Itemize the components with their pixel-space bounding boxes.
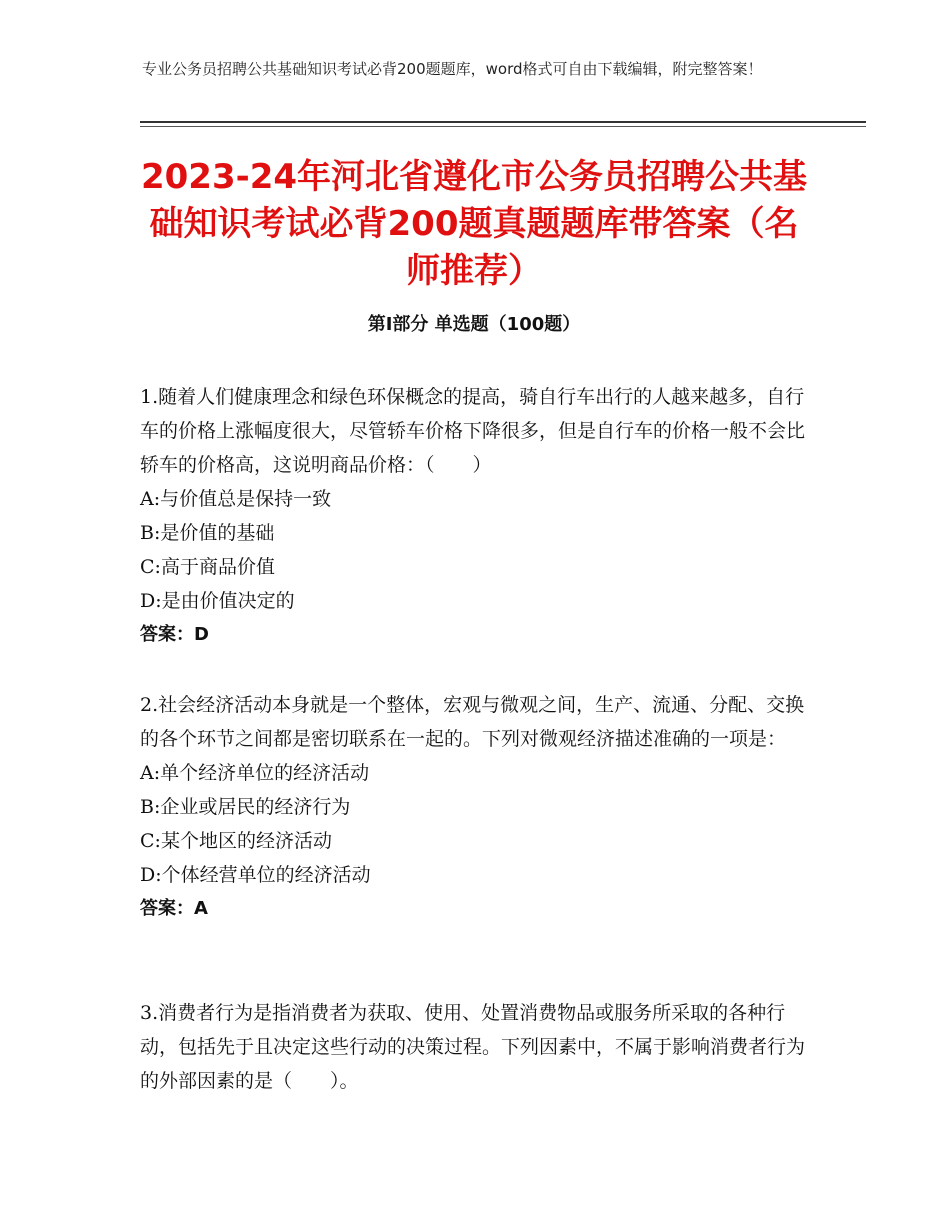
section-heading: 第Ⅰ部分 单选题（100题） [367, 314, 581, 335]
header-rule-thin [140, 126, 866, 127]
option-b: B:是价值的基础 [140, 522, 275, 544]
question-1 [140, 380, 808, 652]
answer: 答案：D [140, 624, 209, 645]
option-c: C:高于商品价值 [140, 556, 275, 578]
option-a: A:与价值总是保持一致 [140, 488, 332, 510]
header-rule-thick [140, 121, 866, 123]
question-3 [140, 996, 808, 1098]
option-c: C:某个地区的经济活动 [140, 830, 332, 852]
option-a: A:单个经济单位的经济活动 [140, 762, 370, 784]
option-d: D:是由价值决定的 [140, 590, 295, 612]
option-b: B:企业或居民的经济行为 [140, 796, 351, 818]
answer: 答案：A [140, 898, 208, 919]
option-d: D:个体经营单位的经济活动 [140, 864, 371, 886]
question-stem: 3.消费者行为是指消费者为获取、使用、处置消费物品或服务所采取的各种行动，包括先于且决定这些行动的决策过程。下列因素中，不属于影响消费者行为的外部因素的是（ ）。 [140, 1002, 806, 1092]
question-stem: 1.随着人们健康理念和绿色环保概念的提高，骑自行车出行的人越来越多，自行车的价格上涨幅度很大，尽管轿车价格下降很多，但是自行车的价格一般不会比轿车的价格高，这说明商品价格：（ ） [140, 386, 806, 476]
document-title: 2023-24年河北省遵化市公务员招聘公共基础知识考试必背200题真题题库带答案（名师推荐） [140, 157, 808, 291]
question-stem: 2.社会经济活动本身就是一个整体，宏观与微观之间，生产、流通、分配、交换的各个环节之间都是密切联系在一起的。下列对微观经济描述准确的一项是： [140, 694, 805, 750]
header-note: 专业公务员招聘公共基础知识考试必背200题题库，word格式可自由下载编辑，附完整答案！ [142, 60, 763, 78]
question-2 [140, 688, 808, 926]
